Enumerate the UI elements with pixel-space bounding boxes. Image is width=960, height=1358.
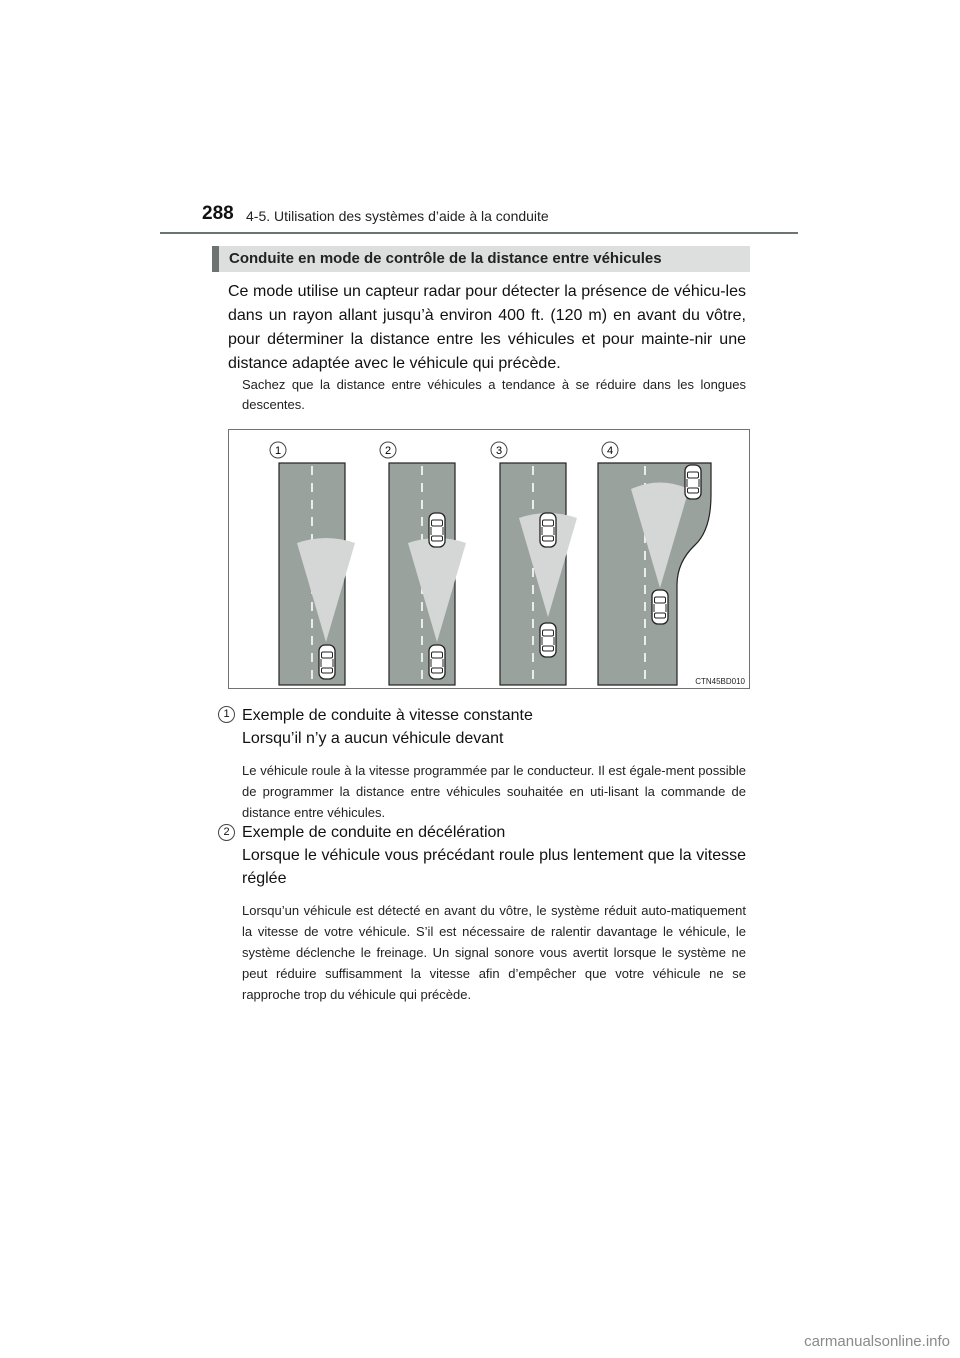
diagram-label-2 (380, 442, 396, 458)
diagram-code: CTN45BD010 (695, 677, 745, 686)
item-1-title-line2: Lorsqu’il n’y a aucun véhicule devant (242, 730, 504, 747)
item-1-description: Le véhicule roule à la vitesse programmée par le conducteur. Il est égale-ment possible de programmer la distance entre véhicules souhaitée en uti-lisant la commande de distance entre véhicules. (242, 763, 746, 820)
header-rule (160, 232, 798, 234)
page-number: 288 (202, 203, 234, 224)
own-vehicle-3 (540, 623, 556, 657)
diagram-label-3 (491, 442, 507, 458)
item-number-2: 2 (218, 824, 235, 841)
road-2 (389, 463, 466, 685)
item-2-title-line1: Exemple de conduite en décélération (242, 824, 506, 841)
item-2-title-line2: Lorsque le véhicule vous précédant roule plus lentement que la vitesse réglée (242, 847, 746, 887)
diagram-label-1 (270, 442, 286, 458)
preceding-vehicle-4 (685, 465, 701, 499)
road-3 (500, 463, 577, 685)
watermark: carmanualsonline.info (804, 1333, 950, 1350)
item-2 (242, 821, 746, 1005)
road-1 (279, 463, 355, 685)
item-number-1: 1 (218, 706, 235, 723)
svg-text:3: 3 (495, 445, 503, 457)
preceding-vehicle-2 (429, 513, 445, 547)
chapter-title: 4-5. Utilisation des systèmes d’aide à la conduite (246, 208, 549, 224)
item-2-description: Lorsqu’un véhicule est détecté en avant du vôtre, le système réduit auto-matiquement la vitesse de votre véhicule. S’il est nécessaire de ralentir davantage le véhicule, le système déclenche le freinage. Un signal sonore vous avertit lorsque le système ne peut réduire suffisamment la vitesse afin d’empêcher que votre véhicule ne se rapproche trop du véhicule qui précède. (242, 903, 746, 1002)
svg-text:2: 2 (384, 445, 392, 457)
section-title: Conduite en mode de contrôle de la distance entre véhicules (212, 246, 750, 272)
note-paragraph: Sachez que la distance entre véhicules a tendance à se réduire dans les longues descentes. (242, 377, 746, 412)
preceding-vehicle-3 (540, 513, 556, 547)
road-4 (598, 463, 711, 685)
item-1 (242, 704, 746, 823)
radar-diagram (228, 429, 750, 689)
diagram-label-4 (602, 442, 618, 458)
radar-diagram-svg (229, 430, 751, 690)
item-1-title-line1: Exemple de conduite à vitesse constante (242, 707, 533, 724)
svg-text:1: 1 (274, 445, 282, 457)
own-vehicle-1 (319, 645, 335, 679)
intro-paragraph: Ce mode utilise un capteur radar pour détecter la présence de véhicu-les dans un rayon allant jusqu’à environ 400 ft. (120 m) en avant du vôtre, pour déterminer la distance entre les véhicules et pour mainte-nir une distance adaptée avec le véhicule qui précède. (228, 283, 746, 372)
svg-text:4: 4 (606, 445, 614, 457)
own-vehicle-4 (652, 590, 668, 624)
own-vehicle-2 (429, 645, 445, 679)
